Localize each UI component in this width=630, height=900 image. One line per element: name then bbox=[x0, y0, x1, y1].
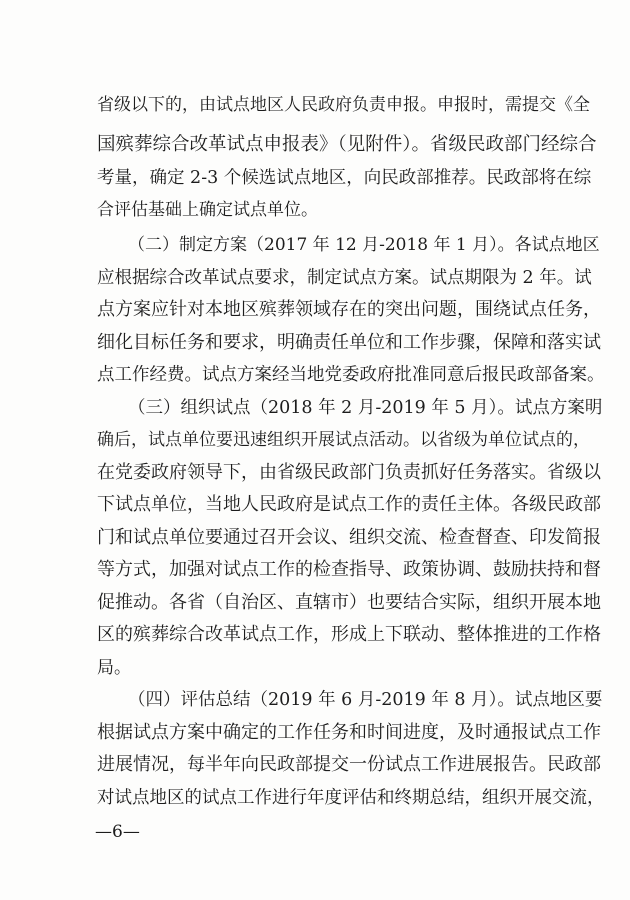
text-line: 区的殡葬综合改革试点工作，形成上下联动、整体推进的工作格 bbox=[97, 624, 601, 645]
section-heading-line: （四）评估总结（2019 年 6 月-2019 年 8 月）。试点地区要 bbox=[128, 690, 603, 710]
section-heading-line: （二）制定方案（2017 年 12 月-2018 年 1 月）。各试点地区 bbox=[128, 235, 600, 255]
text-line: 促推动。各省（自治区、直辖市）也要结合实际，组织开展本地 bbox=[97, 592, 601, 613]
text-line: 省级以下的，由试点地区人民政府负责申报。申报时，需提交《全 bbox=[97, 95, 590, 115]
page-number: —6— bbox=[95, 822, 140, 842]
text-line: 门和试点单位要通过召开会议、组织交流、检查督查、印发简报 bbox=[97, 527, 601, 548]
text-line: 对试点地区的试点工作进行年度评估和终期总结，组织开展交流， bbox=[97, 788, 605, 808]
text-line: 进展情况，每半年向民政部提交一份试点工作进展报告。民政部 bbox=[97, 754, 601, 775]
text-line: 等方式，加强对试点工作的检查指导、政策协调、鼓励扶持和督 bbox=[97, 559, 601, 580]
text-line: 细化目标任务和要求，明确责任单位和工作步骤，保障和落实试 bbox=[97, 332, 601, 353]
text-line: 局。 bbox=[97, 658, 131, 678]
text-line: 根据试点方案中确定的工作任务和时间进度，及时通报试点工作 bbox=[97, 722, 601, 743]
text-line: 在党委政府领导下，由省级民政部门负责抓好任务落实。省级以 bbox=[97, 462, 601, 483]
text-line: 应根据综合改革试点要求，制定试点方案。试点期限为 2 年。试 bbox=[97, 268, 592, 288]
text-line: 下试点单位，当地人民政府是试点工作的责任主体。各级民政部 bbox=[97, 494, 601, 515]
text-line: 合评估基础上确定试点单位。 bbox=[97, 200, 318, 220]
text-line: 国殡葬综合改革试点申报表》（见附件）。省级民政部门经综合 bbox=[97, 134, 597, 155]
text-line: 点方案应针对本地区殡葬领域存在的突出问题，围绕试点任务， bbox=[97, 299, 601, 320]
text-line: 确后，试点单位要迅速组织开展试点活动。以省级为单位试点的， bbox=[97, 430, 590, 450]
text-line: 考量，确定 2-3 个候选试点地区，向民政部推荐。民政部将在综 bbox=[97, 168, 592, 188]
section-heading-line: （三）组织试点（2018 年 2 月-2019 年 5 月）。试点方案明 bbox=[128, 398, 603, 418]
text-line: 点工作经费。试点方案经当地党委政府批准同意后报民政部备案。 bbox=[97, 365, 605, 385]
